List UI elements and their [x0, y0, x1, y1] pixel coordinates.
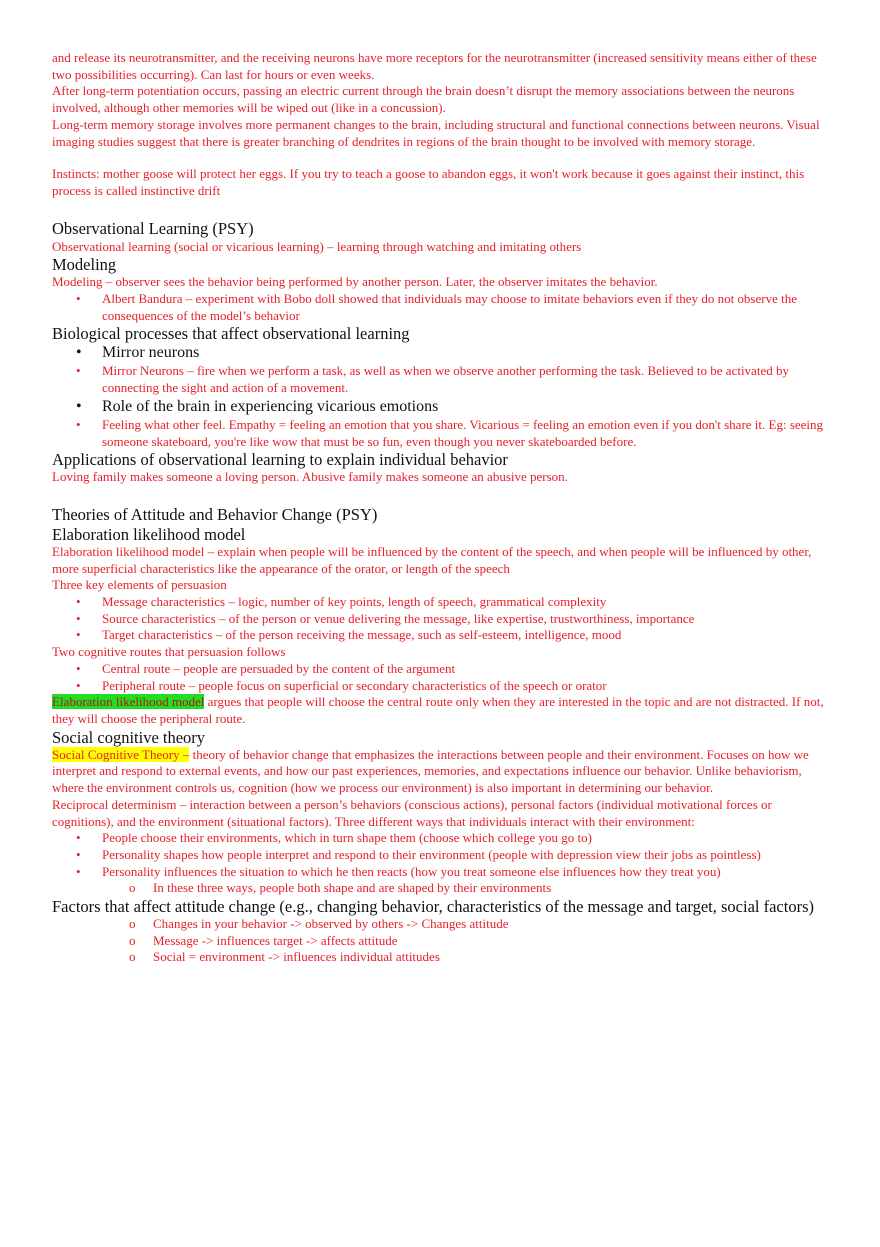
- highlight-elaboration-likelihood: Elaboration likelihood model: [52, 694, 205, 710]
- paragraph-memory-storage: Long-term memory storage involves more permanent changes to the brain, including structural and functional connections between neurons. Visual imaging studies suggest that there is greater branching of dendrites in regions of the brain thought to be involved with memory storage.: [52, 116, 820, 149]
- sub-list-item: o Message -> influences target -> affects attitude: [52, 933, 827, 950]
- heading-modeling: Modeling: [52, 255, 117, 275]
- heading-biological-processes: Biological processes that affect observational learning: [52, 324, 410, 344]
- list-item: • Peripheral route – people focus on superficial or secondary characteristics of the speech or orator: [52, 678, 827, 695]
- social-cognitive-text: theory of behavior change that emphasizes the interactions between people and their environment. Focuses on how we interpret and respond to external events, and how our past experiences, memories, and expectations influence our behavior. Unlike behaviorism, where the environment controls us, cognition (how we process our environment) is also important in determining our behavior.: [52, 746, 809, 796]
- heading-attitude-change-factors: Factors that affect attitude change (e.g., changing behavior, characteristics of the message and target, social factors): [52, 897, 814, 917]
- sub-list-item: o Changes in your behavior -> observed by others -> Changes attitude: [52, 916, 827, 933]
- elaboration-likelihood-summary: [52, 694, 827, 727]
- list-item: • Central route – people are persuaded by the content of the argument: [52, 661, 827, 678]
- list-item: • Source characteristics – of the person or venue delivering the message, like expertise, trustworthiness, importance: [52, 611, 827, 628]
- list-item: • Personality shapes how people interpret and respond to their environment (people with depression view their jobs as pointless): [52, 847, 827, 864]
- heading-social-cognitive-theory: Social cognitive theory: [52, 727, 206, 747]
- list-item: • Personality influences the situation to which he then reacts (how you treat someone else influences how they treat you): [52, 864, 827, 881]
- bullet-heading-mirror-neurons: • Mirror neurons: [52, 343, 827, 363]
- list-item: • Message characteristics – logic, number of key points, length of speech, grammatical complexity: [52, 594, 827, 611]
- paragraph-ltp-release: and release its neurotransmitter, and the receiving neurons have more receptors for the neurotransmitter (increased sensitivity means either of these two possibilities occurring). Can last for hours or even weeks.: [52, 50, 817, 82]
- applications-text: Loving family makes someone a loving person. Abusive family makes someone an abusive person.: [52, 469, 568, 485]
- sub-list-item: o Social = environment -> influences individual attitudes: [52, 949, 827, 966]
- sub-list-item: o In these three ways, people both shape and are shaped by their environments: [52, 880, 827, 897]
- observational-learning-definition: Observational learning (social or vicarious learning) – learning through watching and imitating others: [52, 238, 582, 254]
- section-title-attitude-change: Theories of Attitude and Behavior Change (PSY): [52, 504, 378, 524]
- spacer: [52, 486, 827, 505]
- social-cognitive-definition: [52, 747, 827, 797]
- heading-elaboration-likelihood: Elaboration likelihood model: [52, 524, 246, 544]
- highlight-social-cognitive-theory: Social Cognitive Theory –: [52, 746, 190, 762]
- paragraph-instincts: Instincts: mother goose will protect her eggs. If you try to teach a goose to abandon eggs, it won't work because it goes against their instinct, this process is called instinctive drift: [52, 166, 805, 198]
- two-routes-heading: Two cognitive routes that persuasion follows: [52, 644, 286, 660]
- elaboration-summary-text: argues that people will choose the central route only when they are interested in the topic and are not distracted. If not, they will choose the peripheral route.: [52, 694, 824, 726]
- bullet-heading-vicarious-emotions: • Role of the brain in experiencing vicarious emotions: [52, 397, 827, 417]
- heading-applications: Applications of observational learning to explain individual behavior: [52, 450, 508, 470]
- modeling-definition: Modeling – observer sees the behavior being performed by another person. Later, the observer imitates the behavior.: [52, 274, 658, 290]
- paragraph-ltp-current: After long-term potentiation occurs, passing an electric current through the brain doesn’t disrupt the memory associations between the neurons involved, although other memories will be wiped out (like in a concussion).: [52, 83, 795, 116]
- bullet-mirror-neurons-definition: • Mirror Neurons – fire when we perform a task, as well as when we observe another performing the task. Believed to be activated by connecting the sight and action of a movement.: [52, 363, 827, 396]
- spacer: [52, 150, 827, 166]
- three-elements-heading: Three key elements of persuasion: [52, 577, 227, 593]
- document-page: [52, 50, 827, 966]
- list-item: • People choose their environments, which in turn shape them (choose which college you go to): [52, 830, 827, 847]
- reciprocal-determinism: Reciprocal determinism – interaction between a person’s behaviors (conscious actions), personal factors (individual motivational forces or cognitions), and the environment (situational factors). Three different ways that individuals interact with their environment:: [52, 796, 772, 829]
- spacer: [52, 200, 827, 219]
- elaboration-likelihood-definition: Elaboration likelihood model – explain when people will be influenced by the content of the speech, and when people will be influenced by other, more superficial characteristics like the appearance of the orator, or length of the speech: [52, 543, 812, 576]
- bullet-vicarious-emotions-definition: • Feeling what other feel. Empathy = feeling an emotion that you share. Vicarious = feeling an emotion even if you don't share it. Eg: seeing someone skateboard, you're like wow that must be so fun, even though you never skateboarded before.: [52, 417, 827, 450]
- bullet-bandura: • Albert Bandura – experiment with Bobo doll showed that individuals may choose to imitate behaviors even if they do not observe the consequences of the model’s behavior: [52, 291, 827, 324]
- section-title-observational-learning: Observational Learning (PSY): [52, 218, 254, 238]
- list-item: • Target characteristics – of the person receiving the message, such as self-esteem, intelligence, mood: [52, 627, 827, 644]
